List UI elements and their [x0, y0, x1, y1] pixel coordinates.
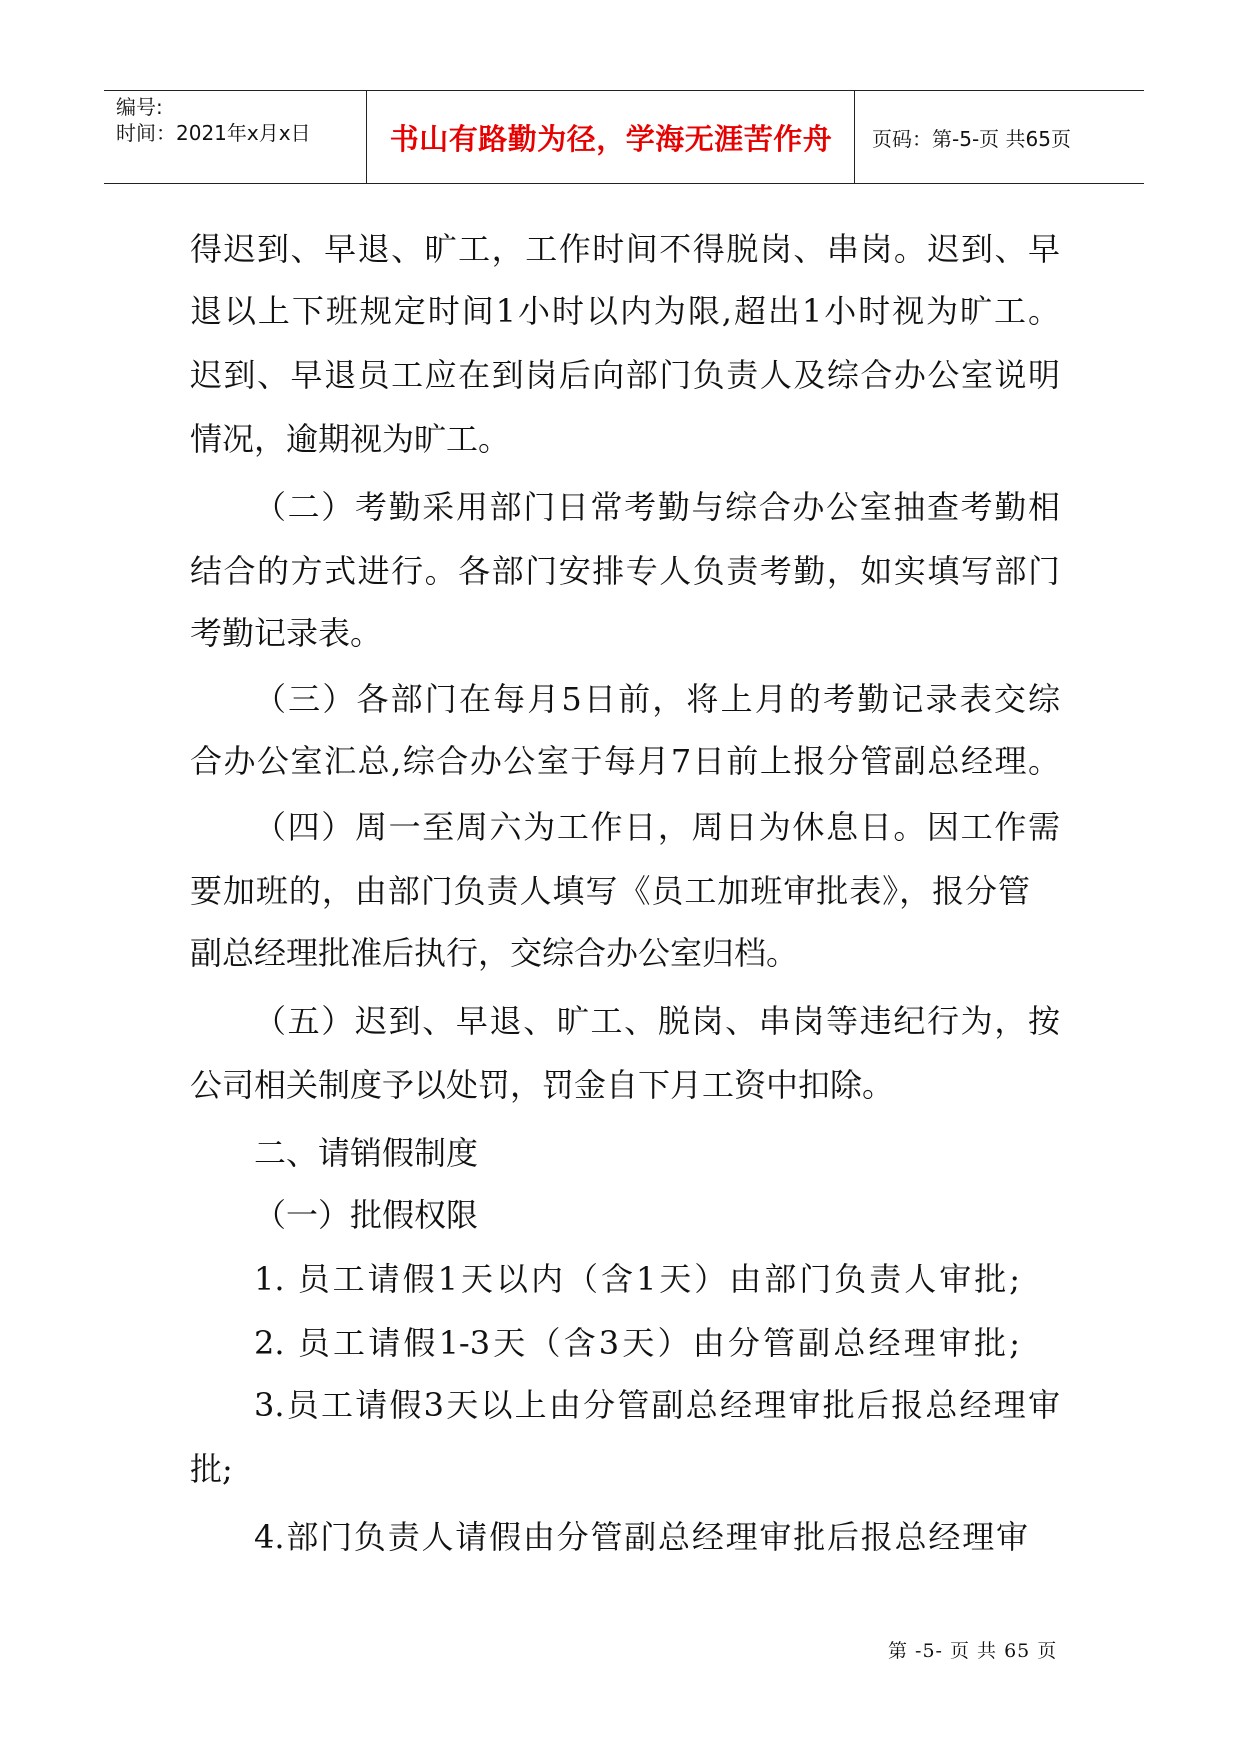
list-item: 3.员工请假3天以上由分管副总经理审批后报总经理审	[254, 1386, 1060, 1424]
body-line: 考勤记录表。	[190, 614, 383, 652]
page-header	[104, 90, 1144, 184]
subsection-heading: （一）批假权限	[254, 1196, 479, 1234]
body-line: （二）考勤采用部门日常考勤与综合办公室抽查考勤相	[254, 488, 1060, 526]
header-meta	[104, 91, 367, 183]
header-motto-cell	[368, 91, 855, 183]
header-page-cell	[856, 91, 1144, 183]
body-line: 迟到、早退员工应在到岗后向部门负责人及综合办公室说明	[190, 356, 1060, 394]
body-line: 要加班的，由部门负责人填写《员工加班审批表》，报分管	[190, 872, 1030, 910]
document-time-label: 时间：2021年x月x日	[116, 121, 311, 145]
document-number-label: 编号:	[116, 95, 163, 119]
body-line: （四）周一至周六为工作日，周日为休息日。因工作需	[254, 808, 1060, 846]
list-item: 2. 员工请假1-3天（含3天）由分管副总经理审批;	[254, 1324, 1020, 1362]
page-footer: 第 -5- 页 共 65 页	[888, 1640, 1058, 1662]
header-motto: 书山有路勤为径，学海无涯苦作舟	[389, 121, 833, 156]
header-page-code: 页码：第-5-页 共65页	[872, 126, 1071, 151]
body-line: 副总经理批准后执行，交综合办公室归档。	[190, 934, 799, 972]
list-item: 4.部门负责人请假由分管副总经理审批后报总经理审	[254, 1518, 1028, 1556]
body-line: 得迟到、早退、旷工，工作时间不得脱岗、串岗。迟到、早	[190, 230, 1060, 268]
body-line: （三）各部门在每月5日前，将上月的考勤记录表交综	[254, 680, 1060, 718]
list-item-continuation: 批;	[190, 1450, 233, 1488]
body-line: 情况，逾期视为旷工。	[190, 420, 511, 458]
body-line: 退以上下班规定时间1小时以内为限,超出1小时视为旷工。	[190, 292, 1060, 330]
body-line: 结合的方式进行。各部门安排专人负责考勤，如实填写部门	[190, 552, 1060, 590]
body-line: 公司相关制度予以处罚，罚金自下月工资中扣除。	[190, 1066, 895, 1104]
section-heading: 二、请销假制度	[254, 1134, 479, 1172]
body-line: 合办公室汇总,综合办公室于每月7日前上报分管副总经理。	[190, 742, 1060, 780]
list-item: 1. 员工请假1天以内（含1天）由部门负责人审批;	[254, 1260, 1020, 1298]
body-line: （五）迟到、早退、旷工、脱岗、串岗等违纪行为，按	[254, 1002, 1060, 1040]
